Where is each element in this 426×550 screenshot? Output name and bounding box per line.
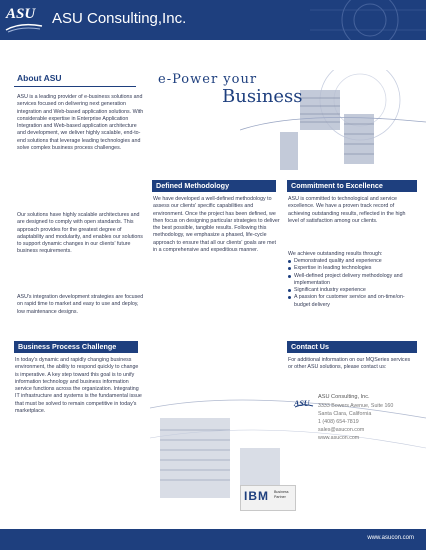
header-banner (0, 0, 426, 40)
contact-text: For additional information on our MQSeries services or other ASU solutions, please contact us: (288, 357, 411, 371)
about-paragraph-1: ASU is a leading provider of e-business solutions and services focused on delivering next generation integration and Web-based application solutions. With considerable expertise in Enterprise Application Integration and Web-based application architecture and development, we deliver highly scalable, end-to-end solutions that leverage leading technologies and solve complex business process challenges. (17, 94, 144, 152)
about-paragraph-2: Our solutions have highly scalable architectures and are designed to comply with open standards. This approach provides for the greatest degree of adaptability and modularity, and enables our solutions to support dynamic changes in our clients' future business requirements. (17, 212, 143, 255)
logo-swoosh-icon (4, 20, 44, 34)
contact-phone: 1 (408) 654-7819 (318, 419, 359, 425)
hero-line-1: e-Power your (158, 72, 258, 87)
ibm-partner-badge (240, 485, 296, 511)
contact-address-line-2: Santa Clara, California (318, 411, 372, 417)
commitment-heading: Commitment to Excellence (287, 180, 417, 192)
list-item: Demonstrated quality and experience (288, 258, 416, 265)
contact-logo (294, 393, 314, 409)
contact-website[interactable]: www.asucon.com (318, 435, 360, 441)
logo-swoosh-icon (294, 403, 314, 409)
ibm-logo: IBM (244, 489, 269, 503)
business-process-text: In today's dynamic and rapidly changing business environment, the ability to respond quickly to change is imperative. A key step toward this goal is to unify information technology and business information service functions across the organization. Integrating IT infrastructure and systems is the fundamental issue that must be solved to remain competitive in today's marketplace. (15, 357, 142, 415)
header-decoration (250, 0, 426, 40)
business-process-heading: Business Process Challenge (14, 341, 138, 353)
commitment-text: ASU is committed to technological and service excellence. We have a proven track record of achieving outstanding results, reflected in the high level of satisfaction among our clients. (288, 196, 406, 224)
footer-url[interactable]: www.asucon.com (367, 535, 414, 541)
list-item: Significant industry experience (288, 287, 416, 294)
partner-label: Business Partner (274, 490, 289, 499)
contact-heading: Contact Us (287, 341, 417, 353)
company-title: ASU Consulting,Inc. (52, 10, 187, 27)
contact-email[interactable]: sales@asucon.com (318, 427, 365, 433)
contact-company: ASU Consulting, Inc. (318, 394, 370, 400)
defined-methodology-text: We have developed a well-defined methodology to assess our clients' specific capabilities and environment. Once the project has been defined, we then focus on designing particular strategies to deliver the best possible, tangible results. Following this methodology, we emphasize a phased, life-cycle approach to ensure that all our clients' goals are met in a comprehensive and expeditious manner. (153, 196, 280, 254)
about-heading: About ASU (17, 73, 62, 83)
about-divider (14, 86, 136, 87)
contact-address-line-1: 3333 Bowers Avenue, Suite 160 (318, 403, 394, 409)
footer-bar (0, 529, 426, 550)
about-paragraph-3: ASU's integration development strategies are focused on rapid time to market and easy to use and deploy, low maintenance designs. (17, 294, 144, 315)
contact-logo-text: ASU (294, 399, 310, 408)
list-item: A passion for customer service and on-time/on-budget delivery (288, 294, 416, 309)
hero-line-2: Business (222, 86, 303, 107)
commitment-list (288, 258, 416, 309)
list-item: Expertise in leading technologies (288, 265, 416, 272)
company-logo (4, 4, 44, 36)
commitment-intro: We achieve outstanding results through: (288, 251, 383, 257)
logo-text: ASU (6, 6, 36, 22)
list-item: Well-defined project delivery methodology and implementation (288, 273, 416, 288)
defined-methodology-heading: Defined Methodology (152, 180, 276, 192)
